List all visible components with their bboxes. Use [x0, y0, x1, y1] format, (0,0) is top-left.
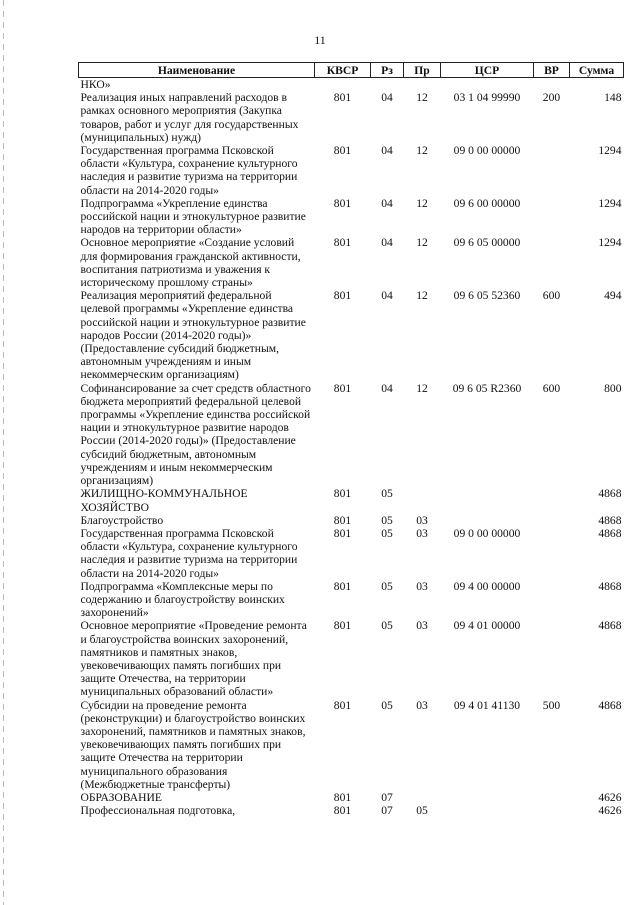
cell-vr — [534, 514, 570, 527]
cell-rz: 05 — [381, 526, 393, 540]
cell-name: ЖИЛИЩНО-КОММУНАЛЬНОЕ ХОЗЯЙСТВО — [80, 487, 248, 514]
cell-vr — [534, 78, 570, 92]
cell-rz: 05 — [381, 487, 393, 501]
budget-table — [78, 62, 624, 817]
cell-kvsr: 801 — [333, 804, 352, 818]
cell-name: Софинансирование за счет средств областного бюджета мероприятий федеральной целевой программы «Укрепление единства российской нации и этнокультурное развитие народов России (2014-2020 годы)» (Предоставление субсидий бюджетным, автономным учреждениям и иным некоммерческим организациям) — [80, 381, 311, 488]
cell-pr — [404, 78, 441, 92]
table-body — [79, 78, 624, 818]
cell-kvsr: 801 — [333, 236, 352, 250]
cell-kvsr: 801 — [333, 790, 352, 804]
cell-name: Основное мероприятие «Создание условий для формирования гражданской активности, воспитания патриотизма и уважения к историческому прошлому страны» — [80, 236, 301, 290]
cell-pr: 12 — [416, 91, 428, 105]
cell-vr: 600 — [542, 289, 561, 303]
cell-csr: 09 6 05 52360 — [453, 289, 521, 303]
cell-kvsr: 801 — [333, 487, 352, 501]
cell-pr: 12 — [416, 381, 428, 395]
table-row — [79, 791, 624, 804]
table-row — [79, 144, 624, 197]
cell-name: Государственная программа Псковской области «Культура, сохранение культурного наследия и развитие туризма на территории области на 2014-2020 годы» — [80, 144, 298, 197]
cell-csr: 09 4 00 00000 — [453, 579, 521, 593]
cell-csr — [441, 514, 534, 527]
header-sum: Сумма — [570, 63, 624, 78]
cell-rz — [371, 78, 404, 92]
cell-csr: 09 0 00 00000 — [453, 526, 521, 540]
cell-name: Реализация мероприятий федеральной целевой программы «Укрепление единства российской нации и этнокультурное развитие народов России (2014-2020 годы)» (Предоставление субсидий бюджетным, автономным учреждениям и иным некоммерческим организациям) — [80, 289, 306, 382]
cell-csr: 09 6 05 00000 — [453, 236, 521, 250]
cell-rz: 04 — [381, 196, 393, 210]
cell-kvsr: 801 — [333, 526, 352, 540]
cell-name: ОБРАЗОВАНИЕ — [80, 790, 162, 804]
header-kvsr: КВСР — [315, 63, 371, 78]
header-name: Наименование — [79, 63, 315, 78]
cell-kvsr: 801 — [333, 698, 352, 712]
cell-sum: 4868 — [598, 619, 622, 633]
cell-name: Подпрограмма «Комплексные меры по содержанию и благоустройству воинских захоронений» — [80, 579, 285, 620]
cell-rz: 04 — [381, 91, 393, 105]
cell-csr: 09 4 01 00000 — [453, 619, 521, 633]
cell-rz: 04 — [381, 381, 393, 395]
header-vr: ВР — [534, 63, 570, 78]
cell-csr: 03 1 04 99990 — [453, 91, 521, 105]
table-row — [79, 804, 624, 817]
cell-kvsr: 801 — [333, 196, 352, 210]
cell-vr — [534, 197, 570, 237]
cell-sum: 4868 — [598, 487, 622, 501]
cell-sum: 4868 — [598, 513, 622, 527]
cell-pr — [404, 791, 441, 804]
cell-pr: 03 — [416, 526, 428, 540]
cell-kvsr: 801 — [333, 91, 352, 105]
cell-vr — [534, 804, 570, 817]
page-number: 11 — [314, 33, 326, 47]
cell-csr: 09 6 05 R2360 — [452, 381, 522, 395]
table-header-row — [79, 63, 624, 78]
cell-sum: 494 — [604, 289, 622, 303]
cell-sum: 800 — [604, 381, 622, 395]
cell-rz: 05 — [381, 698, 393, 712]
cell-pr: 12 — [416, 236, 428, 250]
cell-pr: 03 — [416, 698, 428, 712]
cell-name: Субсидии на проведение ремонта (реконструкции) и благоустройство воинских захоронений, памятников и памятных знаков, увековечивающих память погибших при защите Отечества на территории муниципального образования (Межбюджетные трансферты) — [80, 698, 306, 791]
cell-sum: 4868 — [598, 579, 622, 593]
cell-kvsr: 801 — [333, 579, 352, 593]
cell-name: НКО» — [80, 78, 111, 91]
table-row — [79, 527, 624, 580]
cell-sum: 4626 — [598, 804, 622, 818]
cell-rz: 07 — [381, 804, 393, 818]
cell-name: Профессиональная подготовка, — [80, 804, 236, 818]
scan-edge-mark — [3, 0, 4, 905]
cell-rz: 05 — [381, 579, 393, 593]
cell-kvsr — [315, 78, 371, 92]
cell-rz: 07 — [381, 790, 393, 804]
cell-vr — [534, 791, 570, 804]
table-row — [79, 289, 624, 381]
table-row — [79, 236, 624, 289]
header-rz: Рз — [371, 63, 404, 78]
table-row — [79, 197, 624, 237]
cell-kvsr: 801 — [333, 144, 352, 158]
cell-pr: 05 — [416, 804, 428, 818]
cell-rz: 04 — [381, 289, 393, 303]
cell-sum: 1294 — [598, 144, 622, 158]
cell-vr — [534, 236, 570, 289]
cell-name: Государственная программа Псковской области «Культура, сохранение культурного наследия и развитие туризма на территории области на 2014-2020 годы» — [80, 526, 298, 580]
cell-name: Благоустройство — [80, 513, 164, 527]
header-pr: Пр — [404, 63, 441, 78]
cell-csr — [441, 487, 534, 513]
cell-vr: 500 — [542, 698, 561, 712]
cell-sum: 148 — [604, 91, 622, 105]
cell-name: Реализация иных направлений расходов в рамках основного мероприятия (Закупка товаров, работ и услуг для государственных (муниципальных) нужд) — [80, 91, 299, 144]
cell-kvsr: 801 — [333, 513, 352, 527]
cell-rz: 05 — [381, 513, 393, 527]
cell-vr — [534, 619, 570, 698]
cell-sum: 4868 — [598, 526, 622, 540]
cell-vr — [534, 527, 570, 580]
cell-sum: 4626 — [598, 790, 622, 804]
cell-pr: 03 — [416, 619, 428, 633]
cell-vr: 200 — [542, 91, 561, 105]
cell-csr — [441, 804, 534, 817]
cell-rz: 04 — [381, 236, 393, 250]
table-row — [79, 514, 624, 527]
table-row — [79, 382, 624, 488]
cell-csr: 09 4 01 41130 — [453, 698, 521, 712]
cell-sum: 1294 — [598, 196, 622, 210]
table-row — [79, 91, 624, 144]
cell-vr — [534, 144, 570, 197]
cell-vr — [534, 580, 570, 620]
cell-rz: 04 — [381, 144, 393, 158]
header-csr: ЦСР — [441, 63, 534, 78]
table-row — [79, 78, 624, 92]
cell-sum: 4868 — [598, 698, 622, 712]
table-row — [79, 699, 624, 791]
cell-csr: 09 0 00 00000 — [453, 144, 521, 158]
cell-rz: 05 — [381, 619, 393, 633]
cell-vr: 600 — [542, 381, 561, 395]
cell-pr — [404, 487, 441, 513]
cell-pr: 03 — [416, 513, 428, 527]
cell-name: Подпрограмма «Укрепление единства российской нации и этнокультурное развитие народов на территории области» — [80, 196, 306, 237]
table-row — [79, 619, 624, 698]
cell-pr: 03 — [416, 579, 428, 593]
cell-kvsr: 801 — [333, 289, 352, 303]
cell-kvsr: 801 — [333, 619, 352, 633]
table-row — [79, 580, 624, 620]
cell-csr — [441, 78, 534, 92]
cell-kvsr: 801 — [333, 381, 352, 395]
cell-name: Основное мероприятие «Проведение ремонта и благоустройства воинских захоронений, памятников и памятных знаков, увековечивающих память погибших при защите Отечества, на территории муниципальных образований области» — [80, 619, 307, 699]
table-row — [79, 487, 624, 513]
cell-sum: 1294 — [598, 236, 622, 250]
cell-pr: 12 — [416, 196, 428, 210]
cell-vr — [534, 487, 570, 513]
cell-pr: 12 — [416, 144, 428, 158]
cell-sum — [570, 78, 624, 92]
cell-csr: 09 6 00 00000 — [453, 196, 521, 210]
cell-pr: 12 — [416, 289, 428, 303]
cell-csr — [441, 791, 534, 804]
